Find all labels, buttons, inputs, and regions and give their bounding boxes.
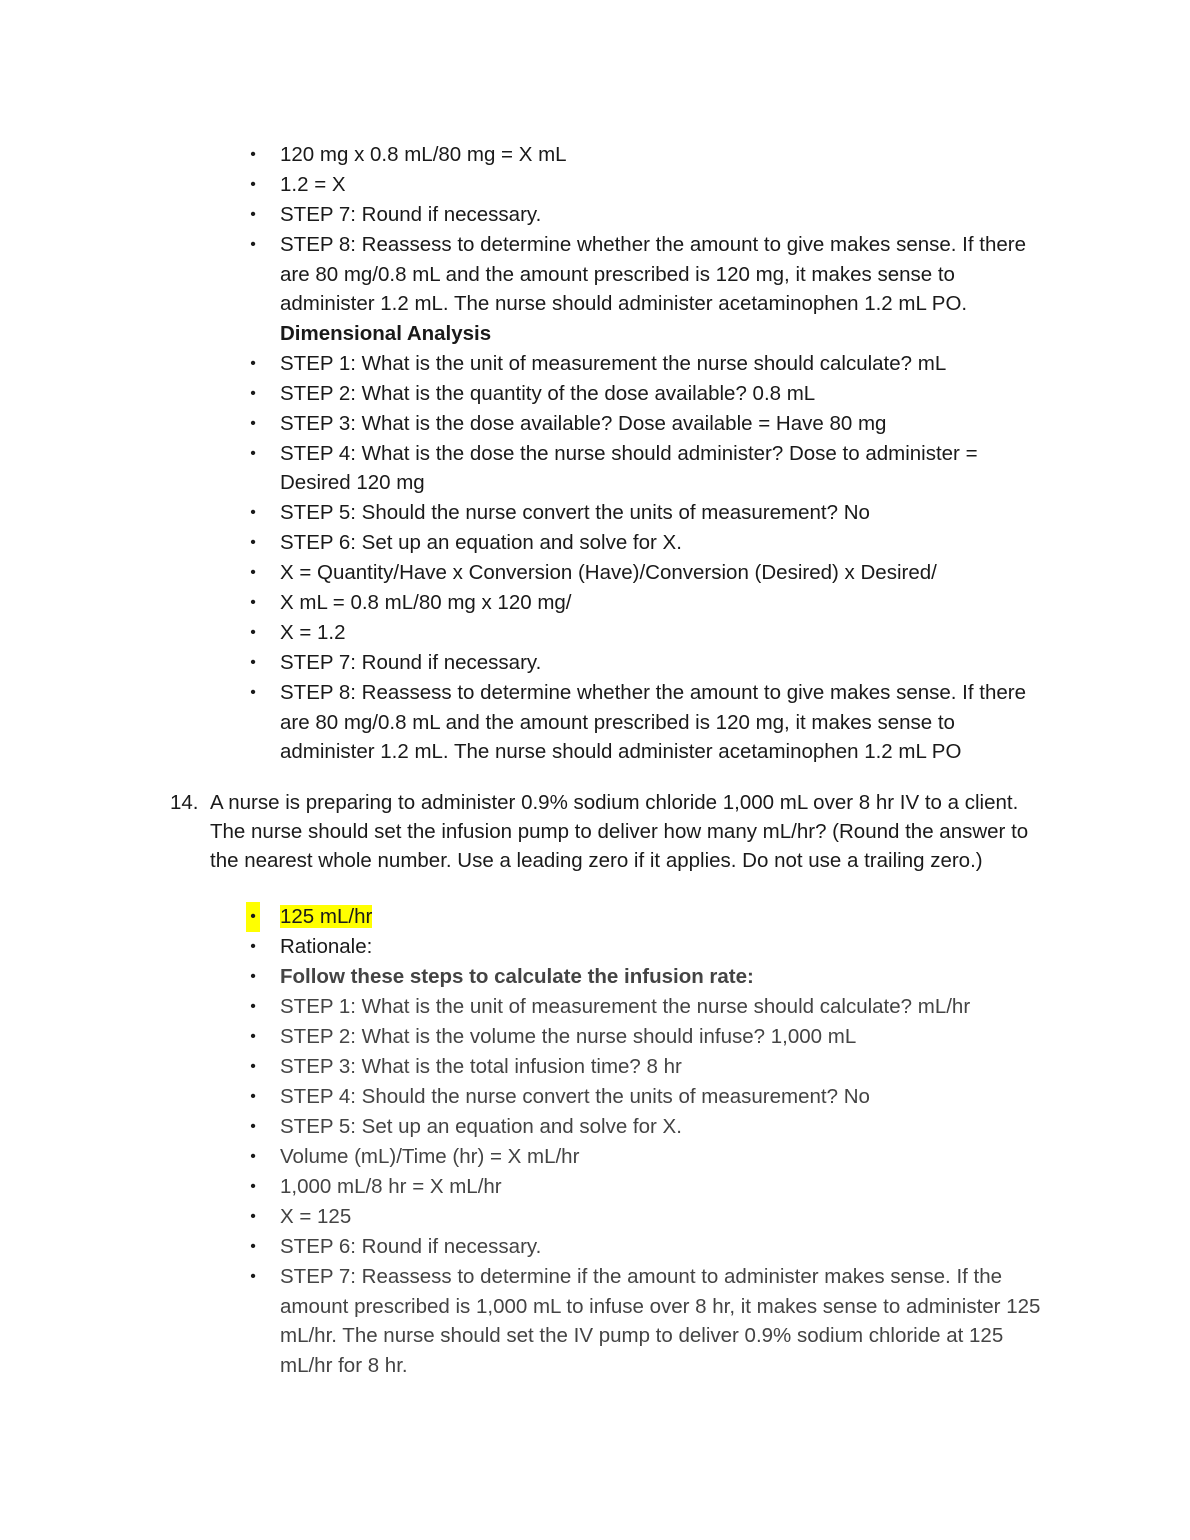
bullet-icon: •: [250, 534, 256, 551]
list-item: • 120 mg x 0.8 mL/80 mg = X mL: [0, 140, 1190, 170]
list-item: • STEP 8: Reassess to determine whether the amount to give makes sense. If there are 80 mg/0.8 mL and the amount prescribed is 120 mg, it makes sense to administer 1.2 mL. The nurse should administer acetaminophen 1.2 mL PO: [0, 678, 1190, 767]
list-item: • STEP 4: Should the nurse convert the units of measurement? No: [0, 1082, 1190, 1112]
highlighted-answer: 125 mL/hr: [280, 905, 373, 928]
bullet-icon: •: [250, 176, 256, 193]
list-item: • STEP 7: Round if necessary.: [0, 200, 1190, 230]
bullet-icon: •: [250, 1118, 256, 1135]
list-item: • STEP 5: Should the nurse convert the units of measurement? No: [0, 498, 1190, 528]
bullet-icon: •: [250, 206, 256, 223]
list-item: • STEP 3: What is the dose available? Dose available = Have 80 mg: [0, 409, 1190, 439]
bullet-icon: •: [250, 146, 256, 163]
section-subheading: Dimensional Analysis: [280, 321, 492, 345]
bullet-icon: •: [250, 654, 256, 671]
bullet-icon: •: [250, 354, 256, 372]
bullet-icon: •: [250, 998, 256, 1015]
bullet-icon: •: [250, 1028, 256, 1045]
bullet-icon: •: [250, 384, 256, 402]
question-number: 14.: [170, 791, 199, 814]
bullet-icon: •: [246, 902, 260, 932]
list-item: • STEP 6: Set up an equation and solve for X.: [0, 528, 1190, 558]
list-item: • STEP 1: What is the unit of measurement the nurse should calculate? mL: [0, 349, 1190, 379]
bullet-icon: •: [250, 1148, 256, 1165]
list-item: • STEP 2: What is the volume the nurse should infuse? 1,000 mL: [0, 1022, 1190, 1052]
list-item: • X = 125: [0, 1202, 1190, 1232]
answer-rationale-list: [0, 902, 1190, 1381]
list-item: • X = Quantity/Have x Conversion (Have)/Conversion (Desired) x Desired/: [0, 558, 1190, 588]
bullet-icon: •: [250, 1178, 256, 1195]
bullet-icon: •: [250, 684, 256, 701]
list-item: • STEP 2: What is the quantity of the dose available? 0.8 mL: [0, 379, 1190, 409]
list-item: • STEP 7: Reassess to determine if the amount to administer makes sense. If the amount prescribed is 1,000 mL to infuse over 8 hr, it makes sense to administer 125 mL/hr. The nurse should set the IV pump to deliver 0.9% sodium chloride at 125 mL/hr for 8 hr.: [0, 1262, 1190, 1380]
list-item: • X mL = 0.8 mL/80 mg x 120 mg/: [0, 588, 1190, 618]
bullet-icon: •: [250, 938, 256, 955]
list-item: • STEP 8: Reassess to determine whether the amount to give makes sense. If there are 80 mg/0.8 mL and the amount prescribed is 120 mg, it makes sense to administer 1.2 mL. The nurse should administer acetaminophen 1.2 mL PO. Dimensional Analysis: [0, 230, 1190, 348]
list-item: • Volume (mL)/Time (hr) = X mL/hr: [0, 1142, 1190, 1172]
list-item: • STEP 5: Set up an equation and solve for X.: [0, 1112, 1190, 1142]
list-item: • Follow these steps to calculate the infusion rate:: [0, 962, 1190, 992]
bullet-icon: •: [250, 624, 256, 641]
list-item: • 1,000 mL/8 hr = X mL/hr: [0, 1172, 1190, 1202]
list-item: • STEP 4: What is the dose the nurse should administer? Dose to administer = Desired 120 mg: [0, 439, 1190, 498]
list-item: • 1.2 = X: [0, 170, 1190, 200]
calculation-steps-list: [0, 140, 1190, 767]
question-text: A nurse is preparing to administer 0.9% sodium chloride 1,000 mL over 8 hr IV to a client. The nurse should set the infusion pump to deliver how many mL/hr? (Round the answer to the nearest whole number. Use a leading zero if it applies. Do not use a trailing zero.): [210, 791, 1029, 872]
bullet-icon: •: [250, 444, 256, 462]
bullet-icon: •: [250, 1268, 256, 1285]
bullet-icon: •: [250, 504, 256, 521]
bullet-icon: •: [250, 564, 256, 581]
bullet-icon: •: [250, 1238, 256, 1255]
list-item: • Rationale:: [0, 932, 1190, 962]
list-item: • X = 1.2: [0, 618, 1190, 648]
bullet-icon: •: [250, 594, 256, 611]
list-item: • STEP 1: What is the unit of measurement the nurse should calculate? mL/hr: [0, 992, 1190, 1022]
list-item: • STEP 3: What is the total infusion time? 8 hr: [0, 1052, 1190, 1082]
bullet-icon: •: [250, 1088, 256, 1105]
bullet-icon: •: [250, 1058, 256, 1075]
question-14: [170, 788, 1050, 875]
list-item: • STEP 6: Round if necessary.: [0, 1232, 1190, 1262]
bullet-icon: •: [250, 968, 256, 985]
bullet-icon: •: [250, 414, 256, 432]
bullet-icon: •: [250, 1208, 256, 1225]
list-item: • STEP 7: Round if necessary.: [0, 648, 1190, 678]
answer-item: [0, 902, 1190, 932]
bullet-icon: •: [250, 236, 256, 253]
